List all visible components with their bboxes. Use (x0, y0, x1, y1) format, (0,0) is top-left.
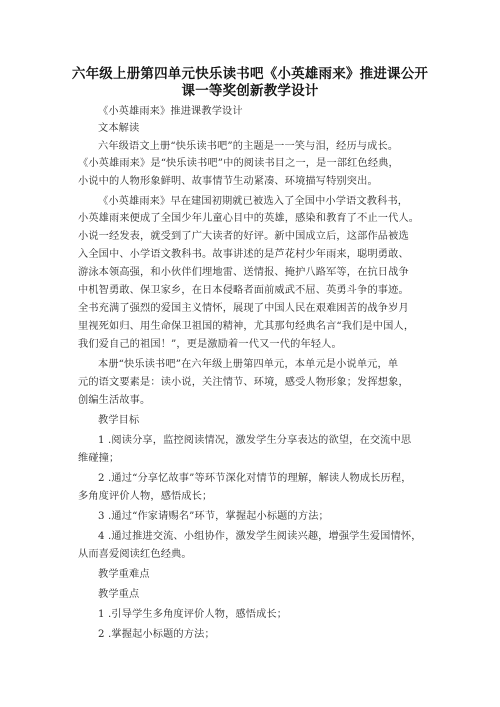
para2-line: 我们爱自己的祖国！”，更是激励着一代又一代的年轻人。 (78, 339, 342, 350)
section-heading-key-difficulties: 教学重难点 (98, 569, 150, 580)
key-point-line: 1 .引导学生多角度评价人物，感悟成长； (98, 609, 288, 620)
goal-line: 维碰撞； (78, 453, 120, 464)
para1-line: 小说中的人物形象鲜明、故事情节生动紧凑、环境描写特别突出。 (78, 176, 378, 187)
para2-line: 游泳本领高强，和小伙伴们埋地雷、送情报、掩护八路军等，在抗日战争 (78, 267, 409, 278)
goal-line: 多角度评价人物，感悟成长； (78, 491, 213, 502)
subheading-key-points: 教学重点 (98, 589, 140, 600)
goal-line: 2 .通过“分享忆故事”等环节深化对情节的理解，解读人物成长历程， (98, 473, 412, 484)
para2-line: 里视死如归、用生命保卫祖国的精神，尤其那句经典名言“我们是中国人， (78, 321, 415, 332)
para2-line: 小英雄雨来便成了全国少年儿童心目中的英雄，感染和教育了不止一代人。 (78, 213, 420, 224)
para3-line: 本册“快乐读书吧”在六年级上册第四单元，本单元是小说单元，单 (98, 359, 399, 370)
para1-line: 六年级语文上册“快乐读书吧”的主题是一一笑与泪，经历与成长。 (98, 141, 399, 152)
para2-line: 全书充满了强烈的爱国主义情怀，展现了中国人民在艰难困苦的战争岁月 (78, 303, 409, 314)
para2-line: 入全国中、小学语文教科书。故事讲述的是芦花村少年雨来，聪明勇敢、 (78, 249, 409, 260)
section-heading-teaching-goals: 教学目标 (98, 415, 140, 426)
goal-line: 3 .通过“作家请赐名”环节，掌握起小标题的方法； (98, 511, 329, 522)
key-point-line: 2 .掌握起小标题的方法； (98, 629, 215, 640)
goal-line: 1 .阅读分享，监控阅读情况，激发学生分享表达的欲望，在交流中思 (98, 435, 412, 446)
goal-line: 从而喜爱阅读红色经典。 (78, 549, 192, 560)
document-title-line-2: 课一等奖创新教学设计 (181, 83, 319, 99)
para3-line: 创编生活故事。 (78, 395, 151, 406)
para3-line: 元的语文要素是：读小说，关注情节、环境，感受人物形象；发挥想象， (78, 377, 409, 388)
document-subtitle: 《小英雄雨来》推进课教学设计 (98, 106, 243, 117)
para2-line: 中机智勇敢、保卫家乡，在日本侵略者面前威武不屈、英勇斗争的事迹。 (78, 285, 409, 296)
section-heading-text-analysis: 文本解读 (98, 123, 140, 134)
document-title-line-1: 六年级上册第四单元快乐读书吧《小英雄雨来》推进课公开 (71, 66, 429, 82)
goal-line: 4 .通过推进交流、小组协作，激发学生阅读兴趣，增强学生爱国情怀， (98, 531, 422, 542)
para2-line: 《小英雄雨来》早在建国初期就已被选入了全国中小学语文教科书， (98, 196, 409, 207)
para1-line: 《小英雄雨来》是“快乐读书吧”中的阅读书目之一，是一部红色经典， (78, 158, 399, 169)
para2-line: 小说一经发表，就受到了广大读者的好评。新中国成立后，这部作品被选 (78, 231, 409, 242)
